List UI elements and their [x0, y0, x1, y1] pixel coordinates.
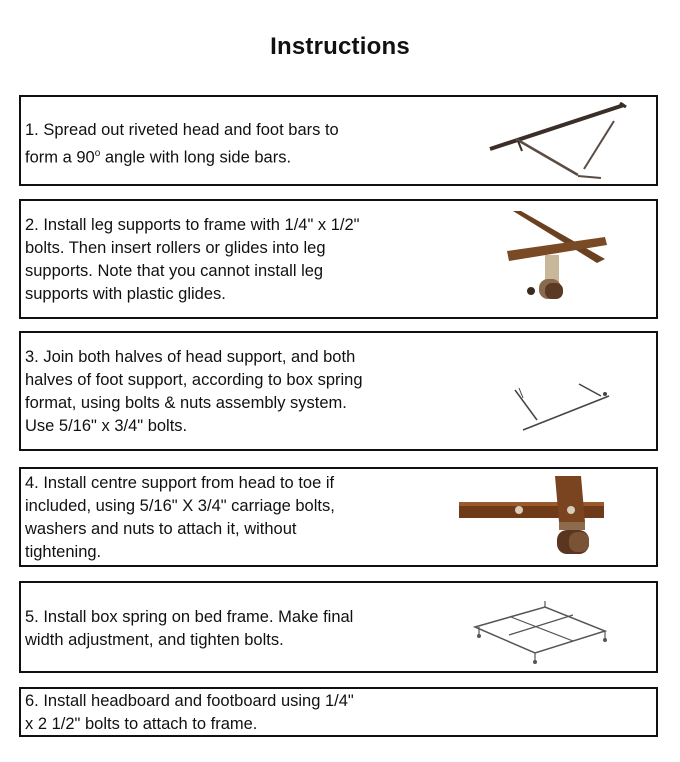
- leg-support-roller-image: [501, 207, 611, 312]
- step-1-text: 1. Spread out riveted head and foot bars to form a 90$^o$ angle with long side bars.: [25, 121, 339, 167]
- centre-support-roller-image: [457, 472, 617, 567]
- complete-bed-frame-image: [469, 595, 619, 665]
- step-4-text: 4. Install centre support from head to toe if included, using 5/16" X 3/4" carriage bolts, washers and nuts to attach it, without tightening.: [25, 474, 335, 561]
- step-3: [19, 331, 658, 451]
- step-6: [19, 687, 658, 737]
- step-2: [19, 199, 658, 319]
- step-3-text: 3. Join both halves of head support, and both halves of foot support, according to box spring format, using bolts & nuts assembly system. Use 5/16" x 3/4" bolts.: [25, 348, 363, 435]
- head-support-bars-image: [509, 378, 619, 438]
- step-1: [19, 95, 658, 186]
- page-title: Instructions: [270, 33, 410, 60]
- step-4: [19, 467, 658, 567]
- step-5-text: 5. Install box spring on bed frame. Make final width adjustment, and tighten bolts.: [25, 608, 354, 649]
- step-6-text: 6. Install headboard and footboard using 1/4" x 2 1/2" bolts to attach to frame.: [25, 692, 354, 733]
- step-2-text: 2. Install leg supports to frame with 1/4" x 1/2" bolts. Then insert rollers or glides into leg supports. Note that you cannot install leg supports with plastic glides.: [25, 216, 360, 303]
- step-5: [19, 581, 658, 673]
- bed-frame-angle-bars-image: [466, 99, 636, 184]
